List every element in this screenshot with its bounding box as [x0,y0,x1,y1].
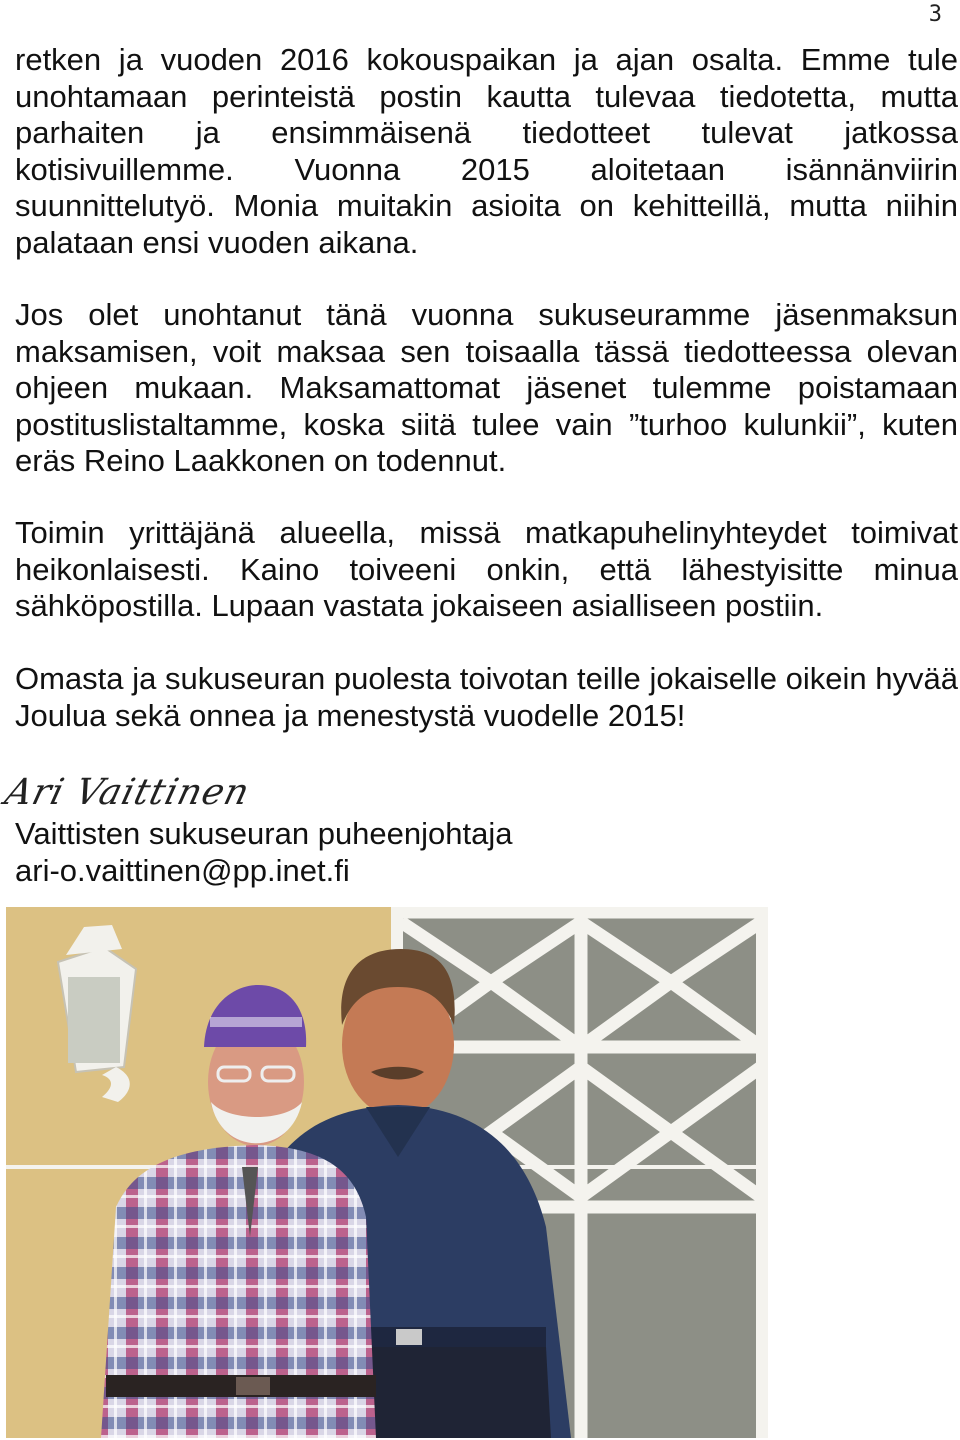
paragraph-3: Toimin yrittäjänä alueella, missä matkapuhelinyhteydet toimivat heikonlaisesti. Kaino toiveeni onkin, että lähestyisitte minua sähköpostilla. Lupaan vastata jokaiseen asialliseen postiin. [15,515,958,624]
signature-email[interactable]: ari-o.vaittinen@pp.inet.fi [15,853,350,888]
paragraph-1: retken ja vuoden 2016 kokouspaikan ja ajan osalta. Emme tule unohtamaan perinteistä postin kautta tulevaa tiedotetta, mutta parhaiten ja ensimmäisenä tiedotteet tulevat jatkossa kotisivuillemme. Vuonna 2015 aloitetaan isännänviirin suunnittelutyö. Monia muitakin asioita on kehitteillä, mutta niihin palataan ensi vuoden aikana. [15,42,958,260]
paragraph-2: Jos olet unohtanut tänä vuonna sukuseuramme jäsenmaksun maksamisen, voit maksaa sen toisaalla tässä tiedotteessa olevan ohjeen mukaan. Maksamattomat jäsenet tulemme poistamaan postituslistaltamme, koska siitä tulee vain ”turhoo kulunkii”, kuten eräs Reino Laakkonen on todennut. [15,297,958,479]
signature-role: Vaittisten sukuseuran puheenjohtaja [15,816,513,851]
handwritten-signature [1,772,254,813]
photo-two-men [6,907,768,1438]
paragraph-4: Omasta ja sukuseuran puolesta toivotan teille jokaiselle oikein hyvää Joulua sekä onnea ja menestystä vuodelle 2015! [15,661,958,733]
page-number: 3 [928,2,942,27]
signature-name: Ari Vaittinen [0,772,255,813]
